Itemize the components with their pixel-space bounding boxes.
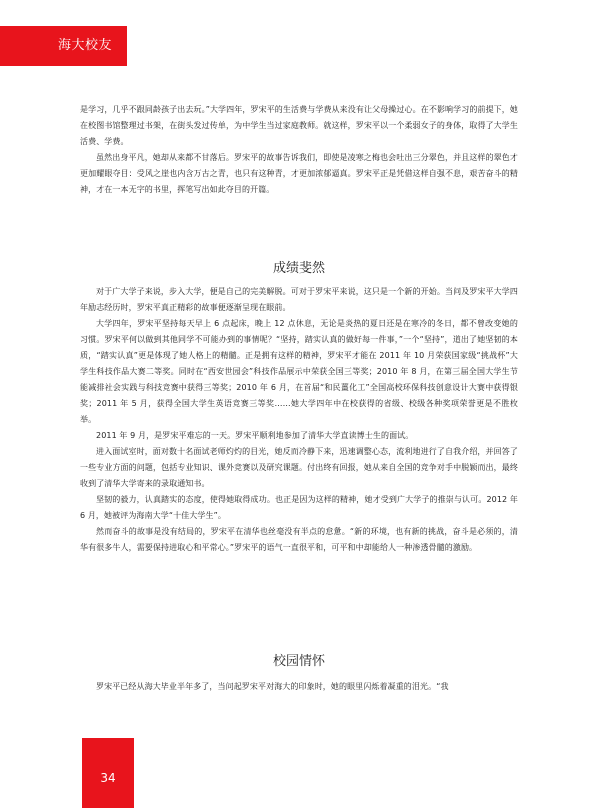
- paragraph: 坚韧的毅力，认真踏实的态度，使得她取得成功。也正是因为这样的精神，她才受到广大学子的推崇与认可。2012 年 6 月，她被评为海南大学“十佳大学生”。: [80, 495, 518, 520]
- section-title: 海大校友: [58, 38, 113, 53]
- campus-text-block: [80, 679, 518, 695]
- paragraph: 2011 年 9 月，是罗宋平难忘的一天。罗宋平顺利地参加了清华大学直读博士生的面试。: [96, 431, 414, 440]
- paragraph: 对于广大学子来说，步入大学，便是自己的完美解脱。可对于罗宋平来说，这只是一个新的开始。当问及罗宋平大学四年励志经历时，罗宋平真正精彩的故事便逐渐呈现在眼前。: [80, 287, 518, 312]
- paragraph: 然而奋斗的故事是没有结局的，罗宋平在清华也丝毫没有半点的怠惫。“新的环境，也有新的挑战，奋斗是必须的，清华有很多牛人，需要保持进取心和平常心。”罗宋平的语气一直很平和，可平和中却能给人一种渗透骨髓的激励。: [80, 527, 518, 552]
- top-text-block: [80, 102, 518, 198]
- achievements-text-block: [80, 284, 518, 556]
- section-heading-achievements: 成绩斐然: [272, 261, 325, 276]
- page-number: 34: [100, 771, 116, 785]
- paragraph: 是学习，几乎不跟同龄孩子出去玩。”大学四年，罗宋平的生活费与学费从来没有让父母操过心。在不影响学习的前提下，她在校图书馆整理过书架，在街头发过传单，为中学生当过家庭教师。就这样，罗宋平以一个柔弱女子的身体，取得了大学生活费、学费。: [80, 105, 518, 146]
- paragraph: 进入面试室时，面对数十名面试老师灼灼的目光，她反而冷静下来，迅速调整心态，流利地进行了自我介绍，并回答了一些专业方面的问题，包括专业知识、课外竞赛以及研究课题。付出终有回报，她从来自全国的竞争对手中脱颖而出，最终收到了清华大学寄来的录取通知书。: [80, 447, 518, 488]
- paragraph: 大学四年，罗宋平坚持每天早上 6 点起床，晚上 12 点休息，无论是炎热的夏日还是在寒冷的冬日，都不曾改变她的习惯。罗宋平何以做到其他同学不可能办到的事情呢？“坚持，踏实认真的做好每一件事，”一个“坚持”，道出了她坚韧的本质，“踏实认真”更是体现了她人格上的精髓。正是拥有这样的精神，罗宋平才能在 2011 年 10 月荣获国家级“挑战杯”大学生科技作品大赛二等奖。同时在“西安世园会”科技作品展示中荣获全国三等奖；2010 年 8 月，在第三届全国大学生节能减排社会实践与科技竞赛中获得三等奖；2010 年 6 月，在首届“和民薑化工”全国高校环保科技创意设计大赛中获得银奖；2011 年 5 月，获得全国大学生英语竞赛三等奖……她大学四年中在校获得的省级、校级各种奖项荣誉更是不胜枚举。: [80, 319, 518, 424]
- paragraph: 罗宋平已经从海大毕业半年多了，当问起罗宋平对海大的印象时，她的眼里闪烁着凝重的泪光。“我: [96, 682, 449, 691]
- paragraph: 虽然出身平凡，她却从来都不甘落后。罗宋平的故事告诉我们，即使是凌寒之梅也会吐出三分翠色，并且这样的翠色才更加耀眼夺目：受风之崖也内含万古之青，也只有这种青，才更加浓郁逼真。罗宋平正是凭借这样自强不息，艰苦奋斗的精神，才在一本无字的书里，挥笔写出如此夺目的开篇。: [80, 153, 518, 194]
- section-heading-campus-feelings: 校园情怀: [272, 654, 325, 669]
